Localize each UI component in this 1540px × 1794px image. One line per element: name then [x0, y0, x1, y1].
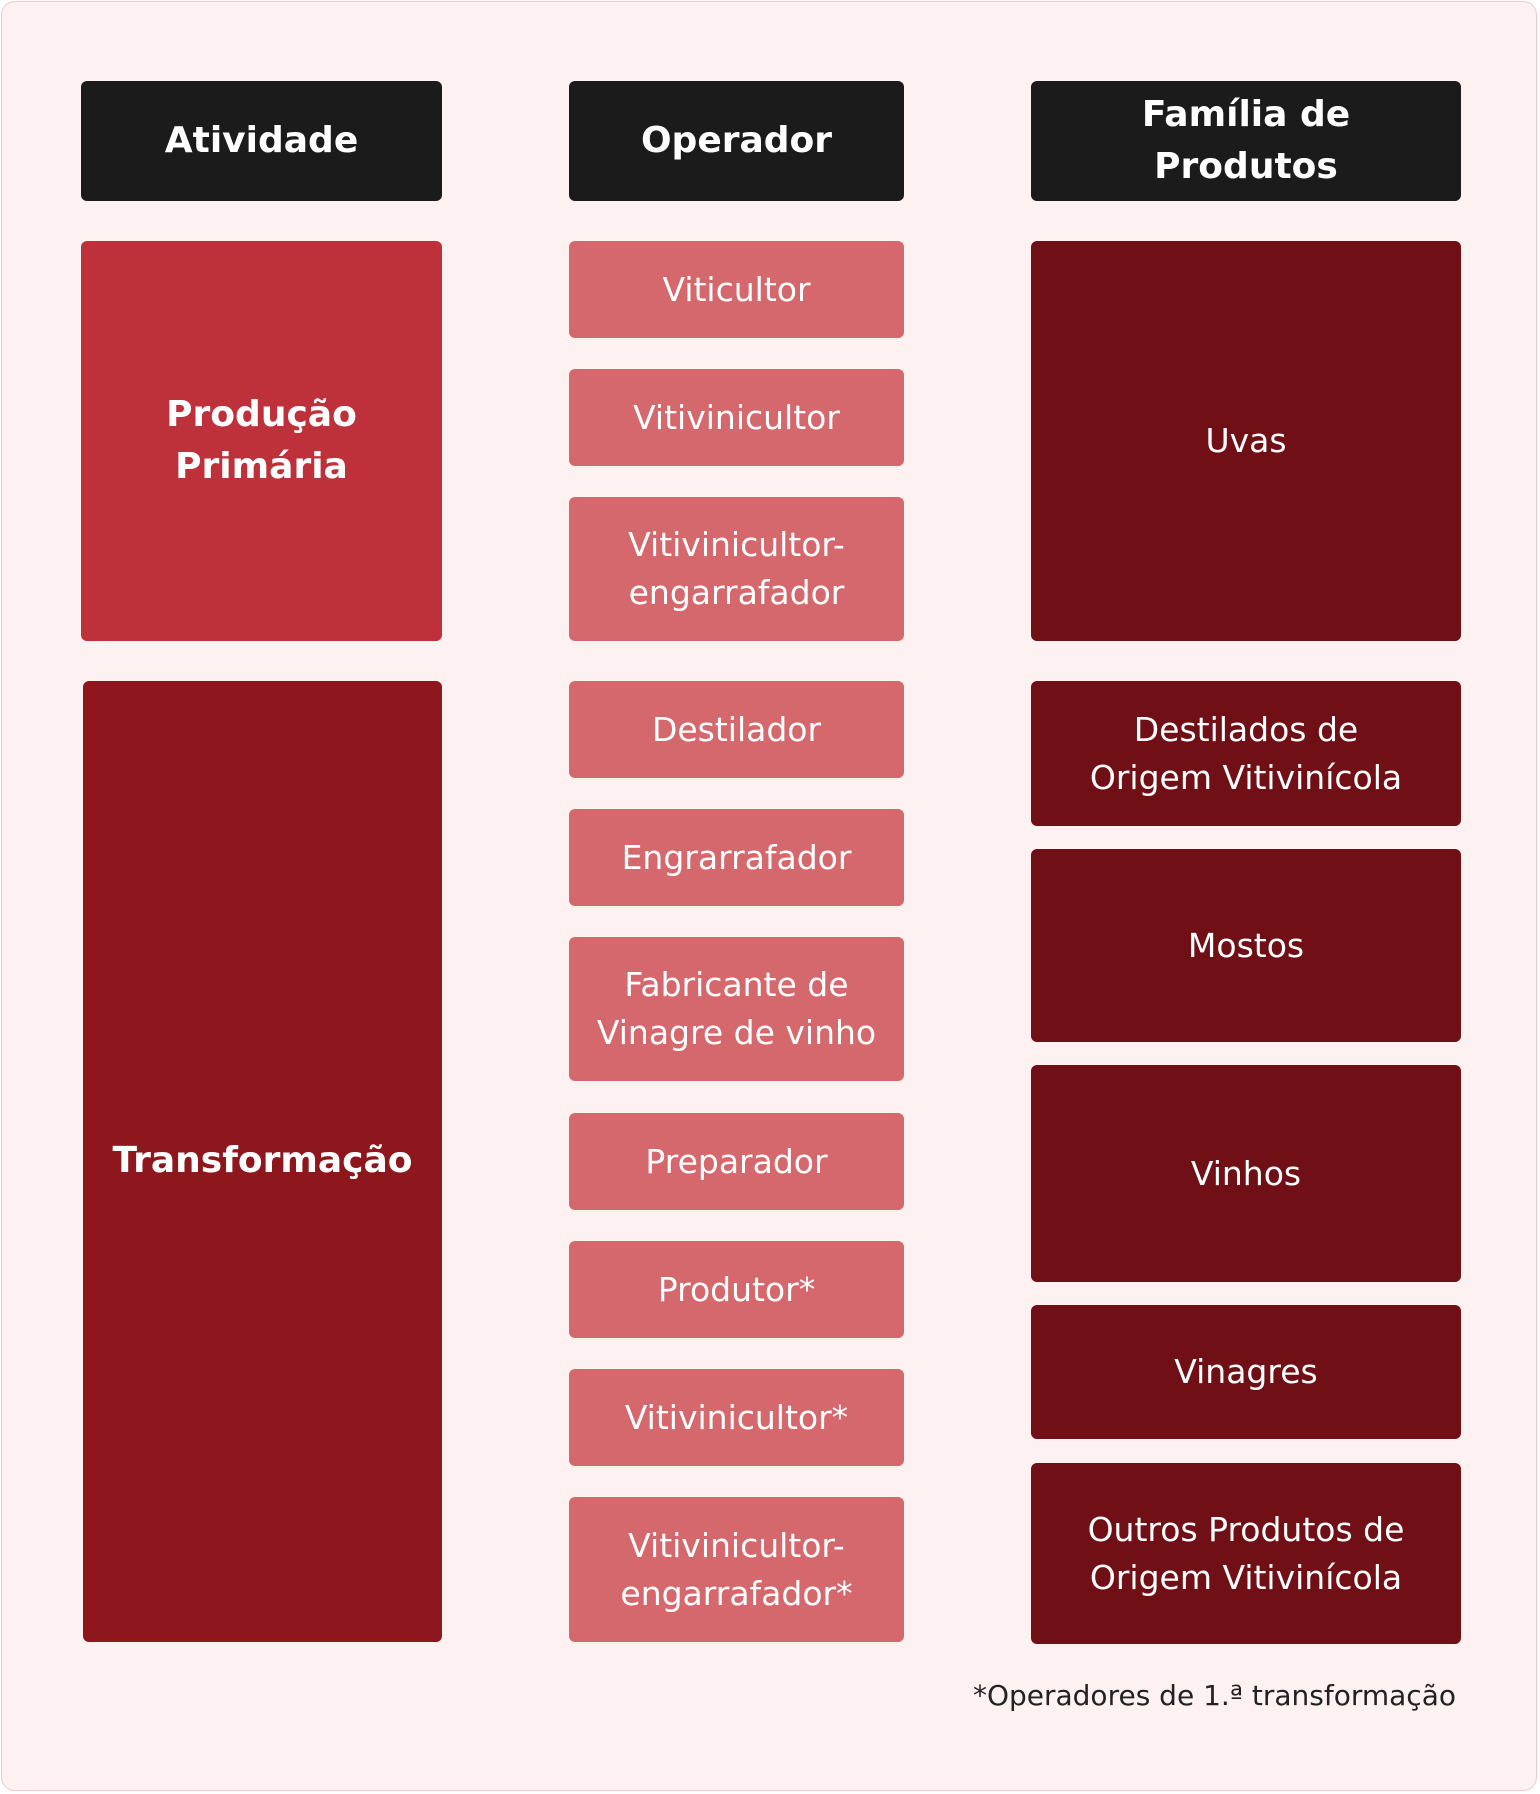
operador-destilador [569, 681, 904, 778]
operador-fabricante-vinagre [569, 937, 904, 1081]
operador-preparador [569, 1113, 904, 1210]
operador-engrarrafador [569, 809, 904, 906]
familia-destilados-label: Destilados de Origem Vitivinícola [1089, 709, 1403, 797]
operador-fabricante-vinagre-label: Fabricante de Vinagre de vinho [596, 965, 877, 1052]
familia-vinagres-label: Vinagres [1174, 1352, 1318, 1392]
header-atividade [81, 81, 442, 201]
atividade-producao-primaria-label: Produção Primária [166, 393, 357, 487]
header-operador-label: Operador [640, 119, 833, 161]
operador-vitivinicultor-asterisk [569, 1369, 904, 1466]
operador-preparador-label: Preparador [645, 1141, 828, 1181]
atividade-transformacao-label: Transformação [112, 1140, 413, 1182]
operador-produtor [569, 1241, 904, 1338]
header-familia [1031, 81, 1461, 201]
familia-vinhos-label: Vinhos [1190, 1153, 1302, 1193]
familia-uvas-label: Uvas [1205, 421, 1287, 461]
familia-vinagres [1031, 1305, 1461, 1439]
familia-mostos-label: Mostos [1187, 925, 1305, 965]
familia-outros-label: Outros Produtos de Origem Vitivinícola [1087, 1509, 1405, 1597]
familia-uvas [1031, 241, 1461, 641]
operador-vitivinicultor-label: Vitivinicultor [633, 397, 840, 437]
operador-vitivinicultor-engarrafador-asterisk-label: Vitivinicultor- engarrafador* [620, 1525, 853, 1613]
operador-viticultor-label: Viticultor [662, 269, 811, 309]
operador-vitivinicultor-engarrafador-label: Vitivinicultor- engarrafador [628, 525, 845, 612]
operador-vitivinicultor-engarrafador [569, 497, 904, 641]
operador-produtor-label: Produtor* [657, 1269, 816, 1309]
operador-viticultor [569, 241, 904, 338]
operador-vitivinicultor [569, 369, 904, 466]
operador-vitivinicultor-asterisk-label: Vitivinicultor* [624, 1397, 849, 1437]
atividade-producao-primaria [81, 241, 442, 641]
header-operador [569, 81, 904, 201]
diagram-frame [1, 1, 1537, 1791]
operador-engrarrafador-label: Engrarrafador [621, 837, 852, 877]
header-atividade-label: Atividade [164, 119, 359, 161]
familia-vinhos [1031, 1065, 1461, 1282]
operador-destilador-label: Destilador [651, 709, 822, 749]
familia-outros [1031, 1463, 1461, 1644]
operador-vitivinicultor-engarrafador-asterisk [569, 1497, 904, 1642]
atividade-transformacao [83, 681, 442, 1642]
header-familia-label: Família de Produtos [1141, 93, 1351, 187]
footnote: *Operadores de 1.ª transformação [972, 1679, 1456, 1712]
familia-mostos [1031, 849, 1461, 1042]
familia-destilados [1031, 681, 1461, 826]
